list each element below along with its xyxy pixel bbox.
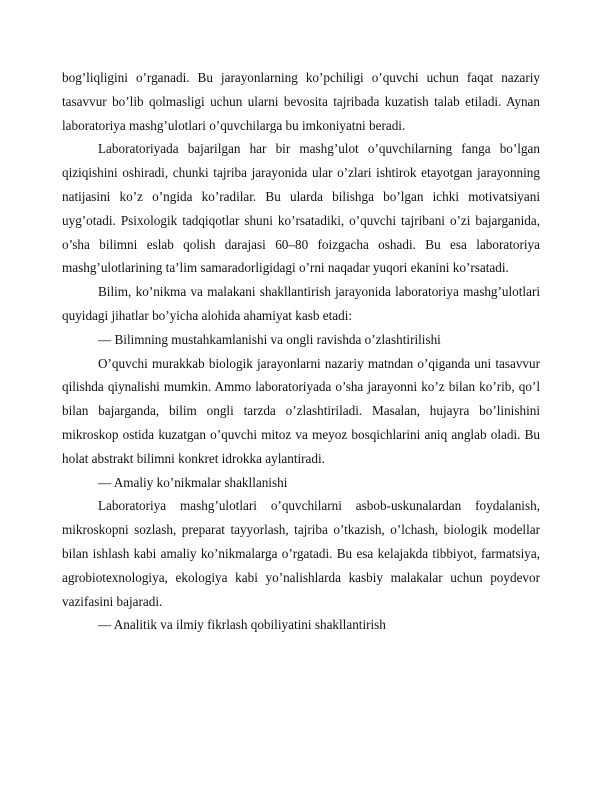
paragraph-practical-skills: Laboratoriya mashg’ulotlari o’quvchilarni asbob-uskunalardan foydalanish, mikroskopni sozlash, preparat tayyorlash, tajriba o’tkazish, o’lchash, biologik modellar bilan ishlash kabi amaliy ko’nikmalarga o’rgatadi. Bu esa kelajakda tibbiyot, farmatsiya, agrobiotexnologiya, ekologiya kabi yo’nalishlarda kasbiy malakalar uchun poydevor vazifasini bajaradi. [62, 498, 540, 609]
paragraph-skills-intro: Bilim, ko’nikma va malakani shakllantirish jarayonida laboratoriya mashg’ulotlari quyidagi jihatlar bo’yicha alohida ahamiyat kasb etadi: [62, 284, 540, 323]
list-heading-analytical-thinking: — Analitik va ilmiy fikrlash qobiliyatini shakllantirish [98, 617, 386, 633]
document-body [62, 66, 540, 637]
paragraph-knowledge: O’quvchi murakkab biologik jarayonlarni nazariy matndan o’qiganda uni tasavvur qilishda qiynalishi mumkin. Ammo laboratoriyada o’sha jarayonni ko’z bilan ko’rib, qo’l bilan bajarganda, bilim ongli tarzda o’zlashtiriladi. Masalan, hujayra bo’linishini mikroskop ostida kuzatgan o’quvchi mitoz va meyoz bosqichlarini aniq anglab oladi. Bu holat abstrakt bilimni konkret idrokka aylantiradi. [62, 355, 540, 466]
paragraph-continuation: bog’liqligini o’rganadi. Bu jarayonlarning ko’pchiligi o’quvchi uchun faqat nazariy tasavvur bo’lib qolmasligi uchun ularni bevosita tajribada kuzatish talab etiladi. Aynan laboratoriya mashg’ulotlari o’quvchilarga bu imkoniyatni beradi. [62, 70, 540, 133]
paragraph-laboratory-interest: Laboratoriyada bajarilgan har bir mashg’ulot o’quvchilarning fanga bo’lgan qiziqishini oshiradi, chunki tajriba jarayonida ular o’zlari ishtirok etayotgan jarayonning natijasini ko’z o’ngida ko’radilar. Bu ularda bilishga bo’lgan ichki motivatsiyani uyg’otadi. Psixologik tadqiqotlar shuni ko’rsatadiki, o’quvchi tajribani o’zi bajarganida, o’sha bilimni eslab qolish darajasi 60–80 foizgacha oshadi. Bu esa laboratoriya mashg’ulotlarining ta’lim samaradorligidagi o’rni naqadar yuqori ekanini ko’rsatadi. [62, 141, 540, 276]
list-heading-practical-skills: — Amaliy ko’nikmalar shakllanishi [98, 474, 288, 490]
list-heading-knowledge: — Bilimning mustahkamlanishi va ongli ravishda o’zlashtirilishi [98, 331, 441, 347]
